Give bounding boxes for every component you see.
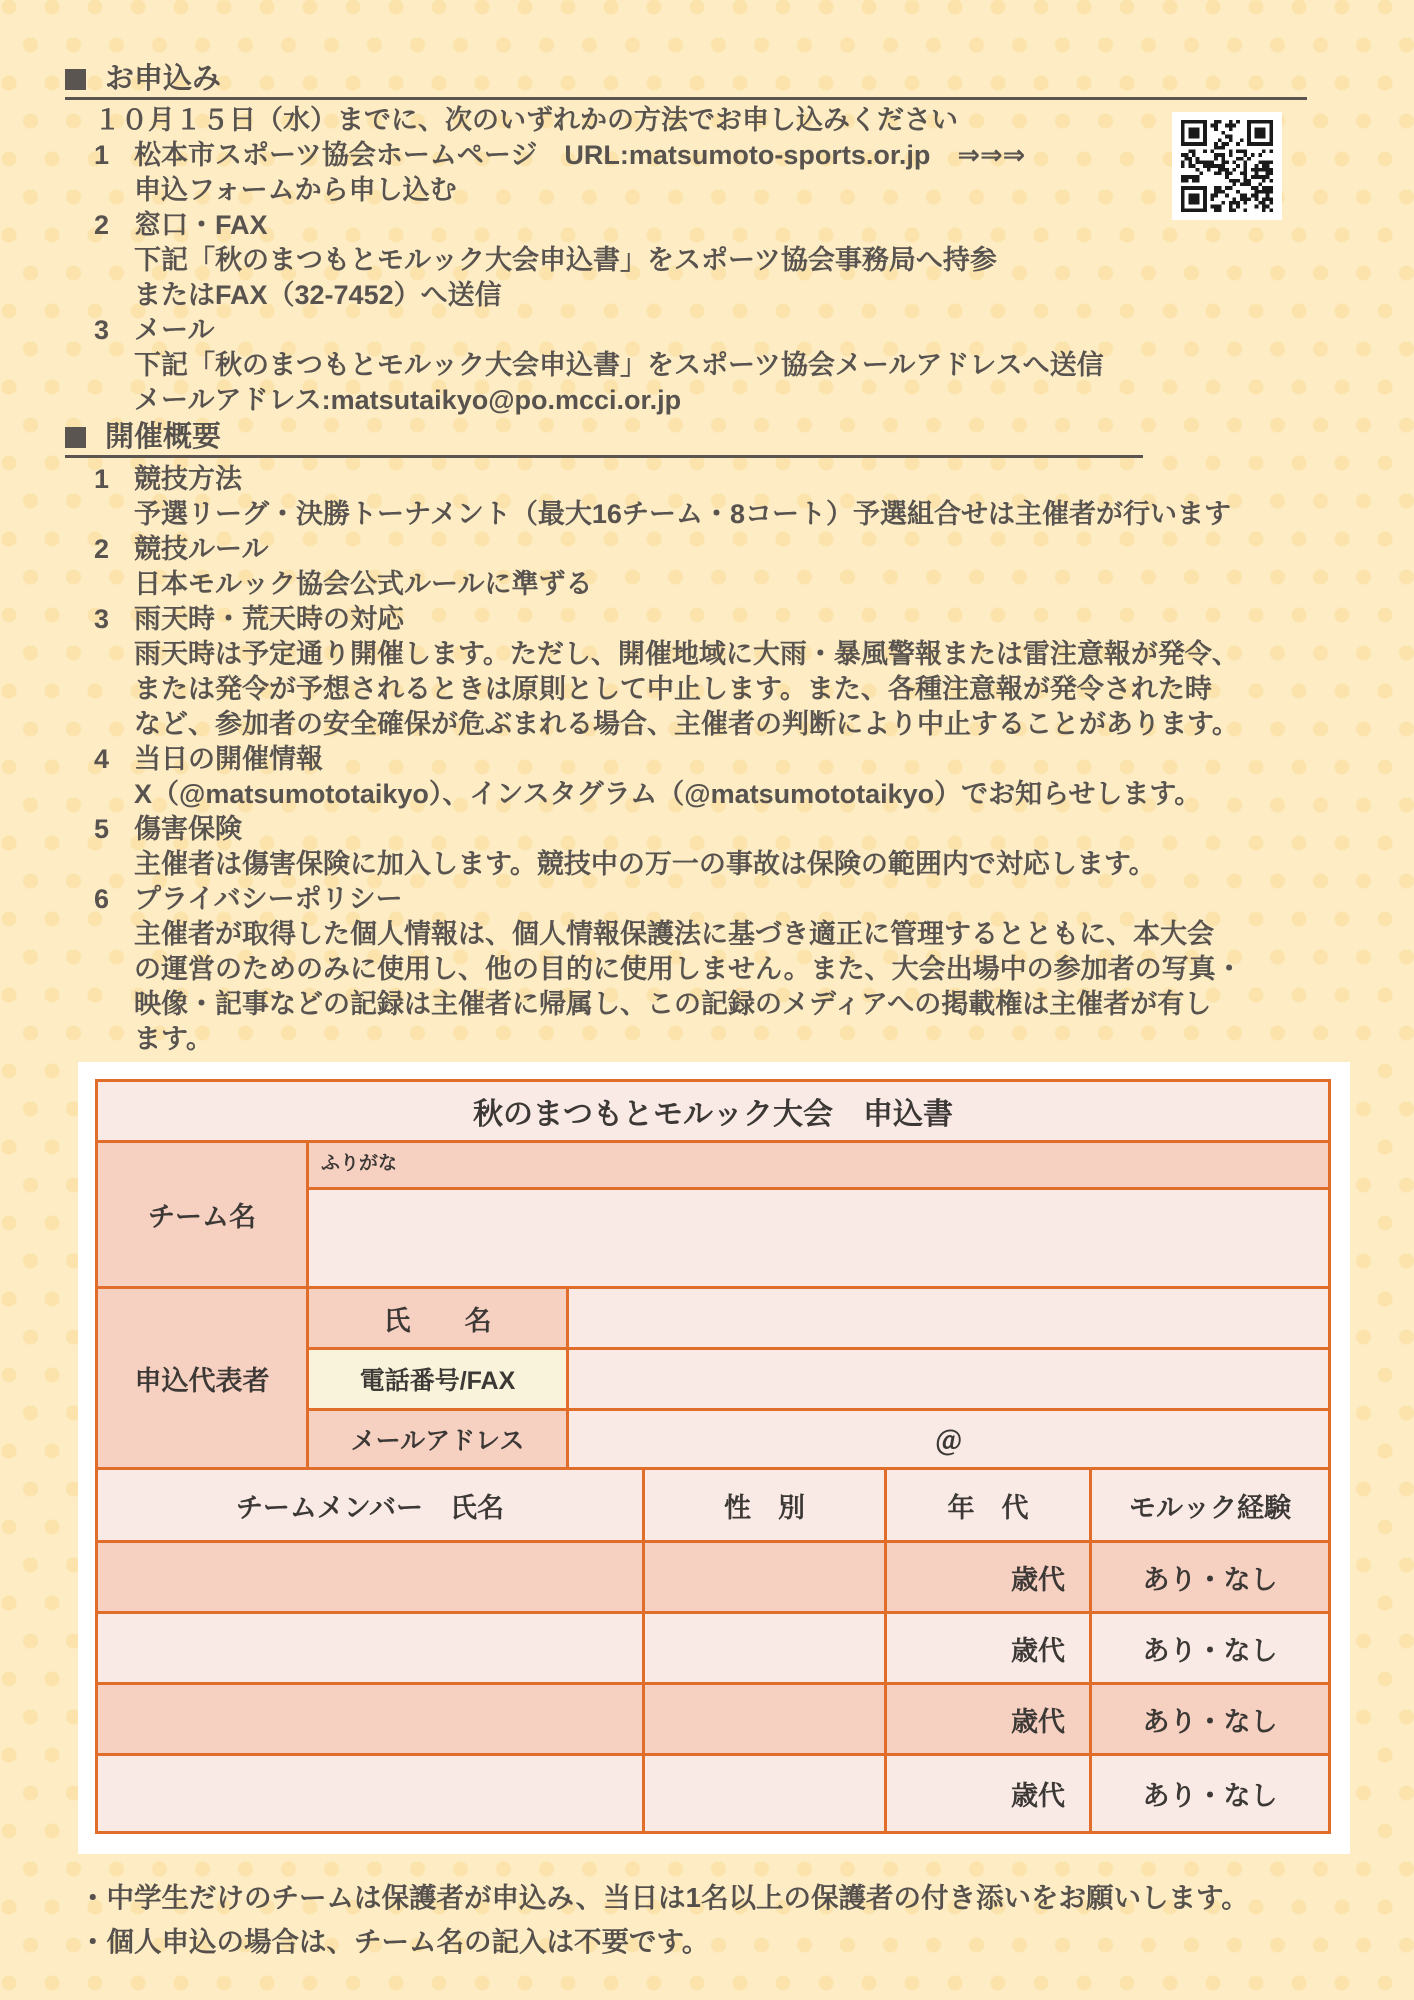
- list-number: [94, 173, 134, 208]
- line-text: の運営のためのみに使用し、他の目的に使用しません。また、大会出場中の参加者の写真・: [134, 954, 1243, 984]
- member-header-name: チームメンバー 氏名: [98, 1470, 642, 1540]
- member-experience-cell: あり・なし: [1092, 1756, 1328, 1831]
- list-number: [94, 952, 134, 987]
- application-form-table: [95, 1079, 1331, 1834]
- line-text: 雨天時は予定通り開催します。ただし、開催地域に大雨・暴風警報または雷注意報が発令、: [134, 639, 1239, 669]
- line-text: 当日の開催情報: [134, 744, 323, 774]
- member-gender-entry-cell: [645, 1685, 884, 1753]
- member-name-entry-cell: [98, 1685, 642, 1753]
- team-name-entry-cell: [309, 1190, 1328, 1286]
- member-age-cell: 歳代: [887, 1756, 1089, 1831]
- member-experience-cell: あり・なし: [1092, 1614, 1328, 1682]
- text-line: [94, 952, 1364, 987]
- list-number: [94, 637, 134, 672]
- list-number: [94, 348, 134, 383]
- line-text: ます。: [134, 1024, 213, 1054]
- rep-name-entry-cell: [569, 1289, 1328, 1347]
- line-text: 傷害保険: [134, 814, 242, 844]
- list-number: 1: [94, 464, 110, 494]
- list-number: 2: [94, 534, 110, 564]
- member-age-cell: 歳代: [887, 1685, 1089, 1753]
- rep-email-label: メールアドレス: [309, 1411, 566, 1467]
- team-name-label: チーム名: [98, 1143, 306, 1286]
- text-line: [94, 243, 1364, 278]
- text-line: [94, 602, 1364, 637]
- line-text: X（@matsumototaikyo）、インスタグラム（@matsumototaikyo）でお知らせします。: [134, 779, 1202, 809]
- form-title: 秋のまつもとモルック大会 申込書: [98, 1082, 1328, 1140]
- apply-section-heading: [65, 63, 1307, 100]
- heading-square-icon: [65, 427, 86, 448]
- list-number: [94, 383, 134, 418]
- line-text: 松本市スポーツ協会ホームページ URL:matsumoto-sports.or.jp ⇒⇒⇒: [134, 140, 1026, 170]
- line-text: メールアドレス:matsutaikyo@po.mcci.or.jp: [134, 385, 682, 415]
- list-number: [94, 243, 134, 278]
- text-line: [94, 742, 1364, 777]
- text-line: [94, 672, 1364, 707]
- heading-square-icon: [65, 69, 86, 90]
- list-number: [94, 987, 134, 1022]
- member-gender-entry-cell: [645, 1614, 884, 1682]
- application-form-panel: [78, 1062, 1350, 1854]
- list-number: 4: [94, 744, 110, 774]
- list-number: [94, 567, 134, 602]
- furigana-label-cell: ふりがな: [309, 1143, 1328, 1187]
- text-line: [94, 313, 1364, 348]
- line-text: 競技ルール: [134, 534, 269, 564]
- text-line: [94, 777, 1364, 812]
- note-line: ・個人申込の場合は、チーム名の記入は不要です。: [79, 1926, 710, 1957]
- list-number: 1: [94, 140, 110, 170]
- note-line: ・中学生だけのチームは保護者が申込み、当日は1名以上の保護者の付き添いをお願いします。: [79, 1882, 1249, 1913]
- qr-code: [1181, 120, 1273, 212]
- qr-panel: [1172, 112, 1282, 220]
- text-line: [94, 348, 1364, 383]
- overview-section-heading: [65, 421, 1143, 458]
- member-header-experience: モルック経験: [1092, 1470, 1328, 1540]
- line-text: またはFAX（32-7452）へ送信: [134, 280, 502, 310]
- line-text: 主催者が取得した個人情報は、個人情報保護法に基づき適正に管理するとともに、本大会: [134, 919, 1214, 949]
- apply-heading-label: お申込み: [105, 63, 222, 95]
- text-line: [94, 707, 1364, 742]
- line-text: 予選リーグ・決勝トーナメント（最大16チーム・8コート）予選組合せは主催者が行います: [134, 499, 1231, 529]
- text-line: [94, 987, 1364, 1022]
- footer-notes: [79, 1876, 1249, 1964]
- text-line: [94, 637, 1364, 672]
- text-line: [94, 882, 1364, 917]
- list-number: 6: [94, 884, 110, 914]
- list-number: 3: [94, 315, 110, 345]
- line-text: 雨天時・荒天時の対応: [134, 604, 404, 634]
- text-line: [94, 812, 1364, 847]
- list-number: [94, 847, 134, 882]
- member-age-cell: 歳代: [887, 1614, 1089, 1682]
- member-name-entry-cell: [98, 1756, 642, 1831]
- line-text: 主催者は傷害保険に加入します。競技中の万一の事故は保険の範囲内で対応します。: [134, 849, 1156, 879]
- text-line: [94, 847, 1364, 882]
- text-line: [94, 532, 1364, 567]
- line-text: １０月１５日（水）までに、次のいずれかの方法でお申し込みください: [94, 105, 958, 135]
- member-header-gender: 性 別: [645, 1470, 884, 1540]
- member-header-age: 年 代: [887, 1470, 1089, 1540]
- rep-phone-label: 電話番号/FAX: [309, 1350, 566, 1408]
- list-number: [94, 497, 134, 532]
- line-text: 映像・記事などの記録は主催者に帰属し、この記録のメディアへの掲載権は主催者が有し: [134, 989, 1212, 1019]
- member-age-cell: 歳代: [887, 1543, 1089, 1611]
- list-number: 3: [94, 604, 110, 634]
- line-text: など、参加者の安全確保が危ぶまれる場合、主催者の判断により中止することがあります。: [134, 709, 1239, 739]
- member-name-entry-cell: [98, 1543, 642, 1611]
- rep-email-entry-cell: ＠: [569, 1411, 1328, 1467]
- member-name-entry-cell: [98, 1614, 642, 1682]
- list-number: [94, 707, 134, 742]
- line-text: 申込フォームから申し込む: [134, 175, 457, 205]
- member-experience-cell: あり・なし: [1092, 1685, 1328, 1753]
- text-line: [94, 462, 1364, 497]
- line-text: 下記「秋のまつもとモルック大会申込書」をスポーツ協会事務局へ持参: [134, 245, 997, 275]
- member-gender-entry-cell: [645, 1756, 884, 1831]
- list-number: [94, 672, 134, 707]
- list-number: 5: [94, 814, 110, 844]
- overview-text-block: [94, 462, 1364, 1057]
- list-number: [94, 278, 134, 313]
- line-text: メール: [134, 315, 215, 345]
- list-number: [94, 777, 134, 812]
- overview-heading-label: 開催概要: [105, 421, 222, 453]
- text-line: [94, 917, 1364, 952]
- representative-label: 申込代表者: [98, 1289, 306, 1467]
- text-line: [94, 497, 1364, 532]
- line-text: 窓口・FAX: [134, 210, 268, 240]
- list-number: 2: [94, 210, 110, 240]
- line-text: または発令が予想されるときは原則として中止します。また、各種注意報が発令された時: [134, 674, 1212, 704]
- text-line: [94, 278, 1364, 313]
- rep-phone-entry-cell: [569, 1350, 1328, 1408]
- member-gender-entry-cell: [645, 1543, 884, 1611]
- text-line: [94, 1022, 1364, 1057]
- line-text: プライバシーポリシー: [134, 884, 403, 914]
- text-line: [94, 567, 1364, 602]
- member-experience-cell: あり・なし: [1092, 1543, 1328, 1611]
- list-number: [94, 1022, 134, 1057]
- list-number: [94, 917, 134, 952]
- line-text: 日本モルック協会公式ルールに準ずる: [134, 569, 593, 599]
- line-text: 下記「秋のまつもとモルック大会申込書」をスポーツ協会メールアドレスへ送信: [134, 350, 1104, 380]
- rep-name-label: 氏 名: [309, 1289, 566, 1347]
- line-text: 競技方法: [134, 464, 242, 494]
- text-line: [94, 383, 1364, 418]
